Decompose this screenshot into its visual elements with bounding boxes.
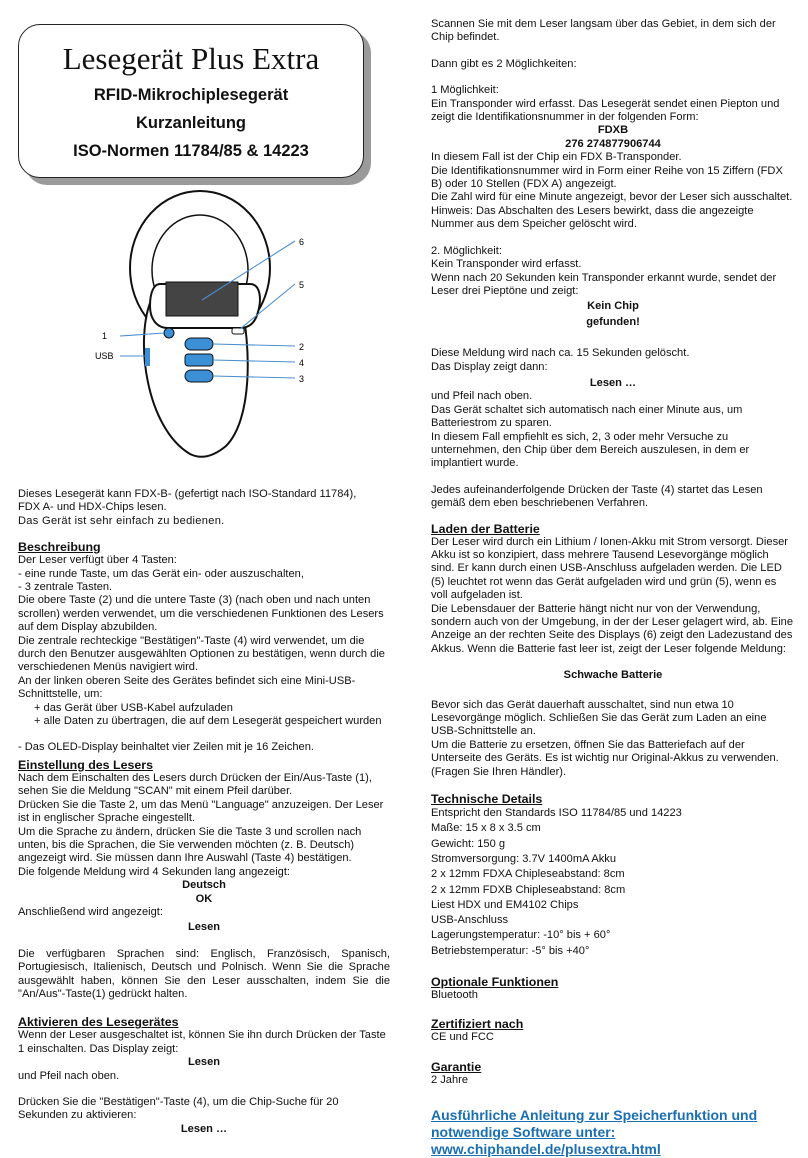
text-paragraph: Nach dem Einschalten des Lesers durch Drücken der Ein/Aus-Taste (1), sehen Sie die Meldung "SCAN" mit einem Pfeil darüber.: [18, 771, 372, 798]
heading-batterie: Laden der Batterie: [431, 521, 540, 536]
heading-optional: Optionale Funktionen: [431, 975, 559, 990]
label-2: 2: [299, 342, 305, 352]
label-4: 4: [299, 358, 305, 368]
text-paragraph: Hinweis: Das Abschalten des Lesers bewirkt, dass die angezeigte Nummer aus dem Speicher gelöscht wird.: [431, 204, 754, 231]
device-diagram: [90, 188, 330, 460]
text-line: Die folgende Meldung wird 4 Sekunden lang angezeigt:: [18, 865, 290, 878]
text-line: Diese Meldung wird nach ca. 15 Sekunden gelöscht.: [431, 347, 690, 360]
heading-technik: Technische Details: [431, 792, 543, 807]
display-message: Schwache Batterie: [563, 669, 663, 682]
usb-port: [145, 348, 150, 366]
display-message: FDXB: [597, 124, 629, 137]
option-title: 2. Möglichkeit:: [431, 244, 502, 257]
tech-list: [431, 806, 795, 959]
text-paragraph: Die Lebensdauer der Batterie hängt nicht nur von der Verwendung, sondern auch von der Umgebung, in der der Leser gelagert wird, ab. Eine Anzeige an der rechten Seite des Displays (6) zeigt den Ladezustand des Akkus. Wenn die Batterie fast leer ist, zeigt der Leser folgende Meldung:: [431, 602, 793, 655]
display-message: Kein Chip: [587, 300, 639, 313]
text-line: - eine runde Taste, um das Gerät ein- oder auszuschalten,: [18, 567, 304, 580]
link-line[interactable]: notwendige Software unter:: [431, 1124, 616, 1141]
label-usb: USB: [95, 351, 114, 361]
intro-line: Das Gerät ist sehr einfach zu bedienen.: [18, 514, 225, 527]
option-title: 1 Möglichkeit:: [431, 84, 499, 97]
text-paragraph: An der linken oberen Seite des Gerätes befindet sich eine Mini-USB-Schnittstelle, um:: [18, 674, 356, 701]
display-message: 276 274877906744: [565, 137, 661, 150]
tech-item: Stromversorgung: 3.7V 1400mA Akku: [431, 852, 616, 865]
text-line: - Das OLED-Display beinhaltet vier Zeilen mit je 16 Zeichen.: [18, 740, 314, 753]
bullet-item: + das Gerät über USB-Kabel aufzuladen: [34, 701, 233, 714]
tech-item: Maße: 15 x 8 x 3.5 cm: [431, 822, 541, 835]
heading-einstellung: Einstellung des Lesers: [18, 757, 153, 772]
tech-item: Gewicht: 150 g: [431, 837, 505, 850]
label-5: 5: [299, 280, 305, 290]
display-message: Lesen …: [589, 376, 637, 389]
display-message: Lesen: [187, 1056, 221, 1069]
display-message: Lesen …: [180, 1122, 228, 1135]
left-column: [18, 488, 390, 1136]
button-2: [185, 338, 213, 350]
download-link[interactable]: [431, 1107, 795, 1158]
text-paragraph: Drücken Sie die "Bestätigen"-Taste (4), um die Chip-Suche für 20 Sekunden zu aktivieren:: [18, 1096, 339, 1122]
tech-item: USB-Anschluss: [431, 914, 509, 927]
text-line: Anschließend wird angezeigt:: [18, 905, 163, 918]
text-paragraph: Um die Sprache zu ändern, drücken Sie die Taste 3 und scrollen nach unten, bis die Sprachen, die Sie verwenden möchten (z. B. Deutsch) angezeigt wird. Sie müssen dann Ihre Auswahl (Taste 4) bestätigen.: [18, 825, 362, 865]
bullet-item: + alle Daten zu übertragen, die auf dem Lesegerät gespeichert wurden: [34, 715, 382, 728]
text-paragraph: Drücken Sie die Taste 2, um das Menü "Language" anzuzeigen. Der Leser ist in englischer Sprache eingestellt.: [18, 798, 384, 825]
button-4: [185, 354, 213, 366]
text-paragraph: Jedes aufeinanderfolgende Drücken der Taste (4) startet das Lesen gemäß dem eben beschriebenen Verfahren.: [431, 483, 763, 510]
text-line: In diesem Fall ist der Chip ein FDX B-Transponder.: [431, 151, 682, 164]
text-paragraph: Die verfügbaren Sprachen sind: Englisch, Französisch, Spanisch, Portugiesisch, Italienisch, Deutsch und Polnisch. Wenn Sie die Sprache ausgewählt haben, können Sie den Leser ausschalten, indem Sie die "An/Aus"-Taste(1) gedrückt halten.: [18, 947, 390, 1000]
text-line: und Pfeil nach oben.: [18, 1069, 120, 1082]
tech-item: Betriebstemperatur: -5° bis +40°: [431, 944, 590, 957]
text-paragraph: Die zentrale rechteckige "Bestätigen"-Taste (4) wird verwendet, um die durch den Benutzer ausgewählten Optionen zu bestätigen, wenn durch die verschiedenen Menüs navigiert wird.: [18, 634, 385, 674]
tech-item: Liest HDX und EM4102 Chips: [431, 898, 579, 911]
display-message: Deutsch: [182, 879, 226, 892]
text-line: und Pfeil nach oben.: [431, 390, 533, 403]
oled-display: [166, 282, 238, 316]
tech-item: Entspricht den Standards ISO 11784/85 und 14223: [431, 807, 682, 820]
heading-garantie: Garantie: [431, 1059, 482, 1074]
optional-value: Bluetooth: [431, 989, 478, 1002]
text-paragraph: Bevor sich das Gerät dauerhaft ausschaltet, sind nun etwa 10 Lesevorgänge möglich. Schließen Sie das Gerät zum Laden an eine USB-Schnittstelle an.: [431, 698, 767, 738]
display-message: OK: [195, 892, 213, 905]
text-paragraph: Die obere Taste (2) und die untere Taste (3) (nach oben und nach unten scrollen) werden verwendet, um die verschiedenen Funktionen des Lesers auf dem Display abzubilden.: [18, 594, 384, 634]
document-title: Lesegerät Plus Extra: [62, 41, 320, 76]
label-6: 6: [299, 237, 305, 247]
norms-label: ISO-Normen 11784/85 & 14223: [73, 142, 309, 160]
heading-zertifiziert: Zertifiziert nach: [431, 1017, 524, 1032]
display-message: gefunden!: [586, 315, 640, 328]
text-paragraph: Das Gerät schaltet sich automatisch nach einer Minute aus, um Batteriestrom zu sparen.: [431, 403, 743, 430]
heading-beschreibung: Beschreibung: [18, 540, 101, 555]
tech-item: Lagerungstemperatur: -10° bis + 60°: [431, 929, 611, 942]
intro-line: FDX A- und HDX-Chips lesen.: [18, 501, 167, 514]
link-url[interactable]: www.chiphandel.de/plusextra.html: [431, 1141, 661, 1158]
text-paragraph: Um die Batterie zu ersetzen, öffnen Sie das Batteriefach auf der Unterseite des Geräts. Es ist wichtig nur Original-Akkus zu verwenden. (Fragen Sie Ihren Händler).: [431, 738, 779, 778]
text-paragraph: Die Identifikationsnummer wird in Form einer Reihe von 15 Ziffern (FDX B) oder 10 Stellen (FDX A) angezeigt.: [431, 164, 783, 191]
text-line: - 3 zentrale Tasten.: [18, 581, 113, 594]
display-message: Lesen: [187, 921, 221, 934]
tech-item: 2 x 12mm FDXB Chipleseabstand: 8cm: [431, 883, 626, 896]
text-line: Die Zahl wird für eine Minute angezeigt, bevor der Leser sich ausschaltet.: [431, 191, 793, 204]
intro-line: Dieses Lesegerät kann FDX-B- (gefertigt nach ISO-Standard 11784),: [18, 488, 357, 500]
heading-aktivieren: Aktivieren des Lesegerätes: [18, 1015, 179, 1030]
text-paragraph: Ein Transponder wird erfasst. Das Lesegerät sendet einen Piepton und zeigt die Identifikationsnummer in der folgenden Form:: [431, 97, 780, 124]
garantie-value: 2 Jahre: [431, 1073, 469, 1086]
text-line: Der Leser verfügt über 4 Tasten:: [18, 554, 177, 567]
label-1: 1: [102, 331, 108, 341]
title-box: [18, 24, 364, 178]
led-indicator: [232, 328, 244, 334]
text-paragraph: Scannen Sie mit dem Leser langsam über das Gebiet, in dem sich der Chip befindet.: [431, 18, 776, 44]
right-column: [431, 18, 795, 1158]
text-line: Kein Transponder wird erfasst.: [431, 258, 582, 271]
power-button-icon: [164, 328, 174, 338]
tech-item: 2 x 12mm FDXA Chipleseabstand: 8cm: [431, 868, 625, 881]
text-paragraph: In diesem Fall empfiehlt es sich, 2, 3 oder mehr Versuche zu unternehmen, den Chip über dem Bereich auszulesen, in dem er implantiert wurde.: [431, 430, 750, 470]
text-paragraph: Der Leser wird durch ein Lithium / Ionen-Akku mit Strom versorgt. Dieser Akku ist so konzipiert, dass mehrere Tausend Lesevorgänge möglich sind. Er kann durch einen USB-Anschluss aufgeladen werden. Die LED (5) leuchtet rot wenn das Gerät aufgeladen wird und grün (5), wenn es voll aufgeladen ist.: [431, 535, 788, 602]
text-line: Das Display zeigt dann:: [431, 360, 548, 373]
guide-label: Kurzanleitung: [136, 114, 246, 132]
text-paragraph: Wenn nach 20 Sekunden kein Transponder erkannt wurde, sendet der Leser drei Pieptöne und zeigt:: [431, 271, 777, 297]
text-paragraph: Wenn der Leser ausgeschaltet ist, können Sie ihn durch Drücken der Taste 1 einschalten. Das Display zeigt:: [18, 1029, 386, 1055]
label-3: 3: [299, 374, 305, 384]
document-subtitle: RFID-Mikrochiplesegerät: [93, 86, 289, 104]
text-line: Dann gibt es 2 Möglichkeiten:: [431, 57, 577, 70]
link-line[interactable]: Ausführliche Anleitung zur Speicherfunktion und: [431, 1107, 758, 1124]
zertifiziert-value: CE und FCC: [431, 1031, 494, 1044]
button-3: [185, 370, 213, 382]
